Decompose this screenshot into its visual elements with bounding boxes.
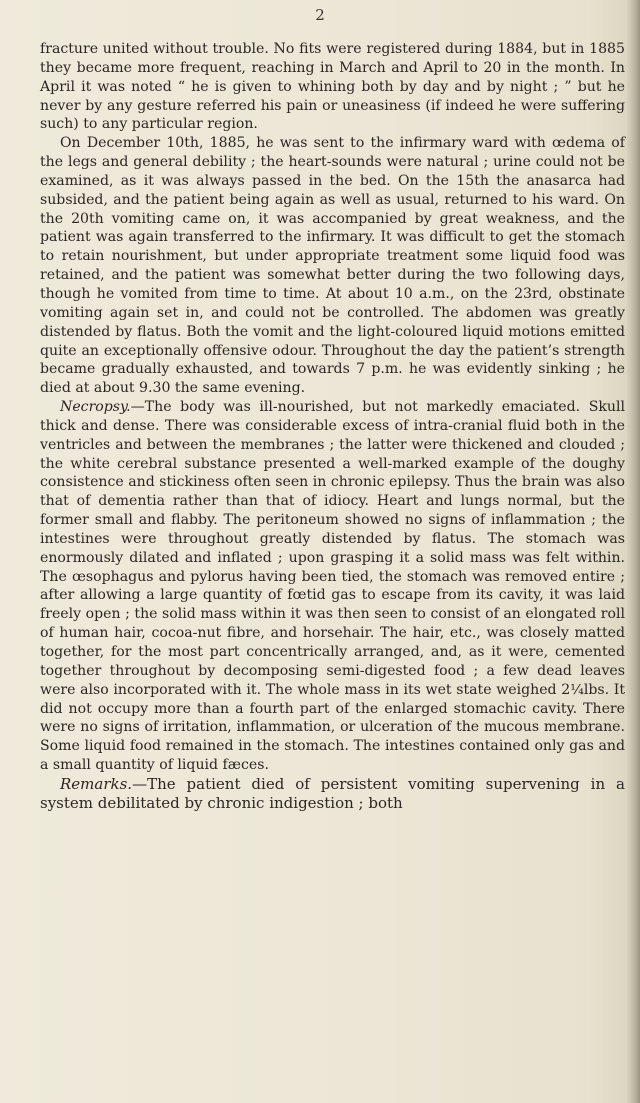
body-text (40, 40, 625, 813)
paragraph-history-continued: fracture united without trouble. No fits were registered during 1884, but in 1885 they became more frequent, reaching in March and April to 20 in the month. In April it was noted “ he is given to whining both by day and by night ; ” but he never by any gesture referred his pain or uneasiness (if indeed he were suffering such) to any particular region. (40, 41, 625, 133)
remarks-text: —The patient died of persistent vomiting supervening in a system debilitated by chronic indigestion ; both (40, 774, 625, 812)
page-edge-shadow (626, 0, 640, 1103)
remarks-label: Remarks. (60, 774, 133, 793)
page-number: 2 (315, 6, 325, 24)
paragraph-necropsy (40, 398, 625, 775)
paragraph-clinical-course: On December 10th, 1885, he was sent to the infirmary ward with œdema of the legs and general debility ; the heart-sounds were natural ; urine could not be examined, as it was always passed in the bed. On the 15th the anasarca had subsided, and the patient being again as well as usual, returned to his ward. On the 20th vomiting came on, it was accompanied by great weakness, and the patient was again transferred to the infirmary. It was difficult to get the stomach to retain nourishment, but under appropriate treatment some liquid food was retained, and the patient was somewhat better during the two following days, though he vomited from time to time. At about 10 a.m., on the 23rd, obstinate vomiting again set in, and could not be controlled. The abdomen was greatly distended by flatus. Both the vomit and the light-coloured liquid motions emitted quite an exceptionally offensive odour. Throughout the day the patient’s strength became gradually exhausted, and towards 7 p.m. he was evidently sinking ; he died at about 9.30 the same evening. (40, 135, 625, 397)
necropsy-label: Necropsy. (60, 399, 131, 416)
paragraph-remarks (40, 775, 625, 813)
necropsy-text: —The body was ill-nourished, but not markedly emaciated. Skull thick and dense. There was considerable excess of intra-cranial fluid both in the ventricles and between the membranes ; the latter were thickened and clouded ; the white cerebral substance presented a well-marked example of the doughy consistence and stickiness often seen in chronic epilepsy. Thus the brain was also that of dementia rather than that of idiocy. Heart and lungs normal, but the former small and flabby. The peritoneum showed no signs of inflammation ; the intestines were throughout greatly distended by flatus. The stomach was enormously dilated and inflated ; upon grasping it a solid mass was felt within. The œsophagus and pylorus having been tied, the stomach was removed entire ; after allowing a large quantity of fœtid gas to escape from its cavity, it was laid freely open ; the solid mass within it was then seen to consist of an elongated roll of human hair, cocoa-nut fibre, and horsehair. The hair, etc., was closely matted together, for the most part concentrically arranged, and, as it were, cemented together throughout by decomposing semi-digested food ; a few dead leaves were also incorporated with it. The whole mass in its wet state weighed 2¼lbs. It did not occupy more than a fourth part of the enlarged stomachic cavity. There were no signs of irritation, inflammation, or ulceration of the mucous membrane. Some liquid food remained in the stomach. The intestines contained only gas and a small quantity of liquid fæces. (40, 399, 625, 774)
